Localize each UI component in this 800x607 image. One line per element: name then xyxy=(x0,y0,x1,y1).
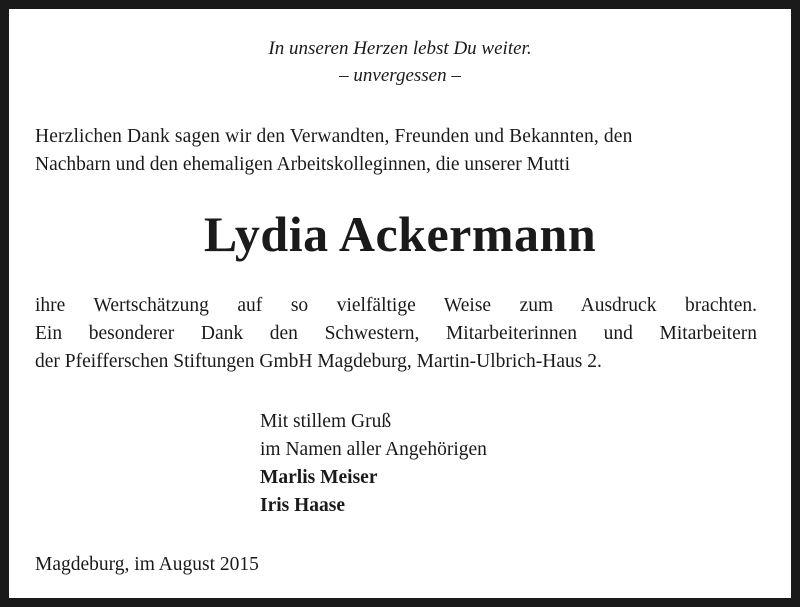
thanks-line-3: der Pfeifferschen Stiftungen GmbH Magdeburg, Martin-Ulbrich-Haus 2. xyxy=(35,351,602,372)
thanks-line-1: ihre Wertschätzung auf so vielfältige Weise zum Ausdruck brachten. xyxy=(35,295,757,316)
intro-line-1: Herzlichen Dank sagen wir den Verwandten, Freunden und Bekannten, den xyxy=(35,126,633,147)
place-date: Magdeburg, im August 2015 xyxy=(35,554,259,575)
closing-on-behalf: im Namen aller Angehörigen xyxy=(260,439,487,460)
closing-greeting: Mit stillem Gruß xyxy=(260,411,392,432)
signer-name: Iris Haase xyxy=(260,495,346,516)
intro-line-2: Nachbarn und den ehemaligen Arbeitskolleginnen, die unserer Mutti xyxy=(35,154,571,175)
deceased-name: Lydia Ackermann xyxy=(203,206,597,262)
signer-name: Marlis Meiser xyxy=(260,467,378,488)
motto-line-1: In unseren Herzen lebst Du weiter. xyxy=(268,38,532,59)
motto-line-2: – unvergessen – xyxy=(339,65,461,86)
thanks-line-2: Ein besonderer Dank den Schwestern, Mitarbeiterinnen und Mitarbeitern xyxy=(35,323,757,344)
